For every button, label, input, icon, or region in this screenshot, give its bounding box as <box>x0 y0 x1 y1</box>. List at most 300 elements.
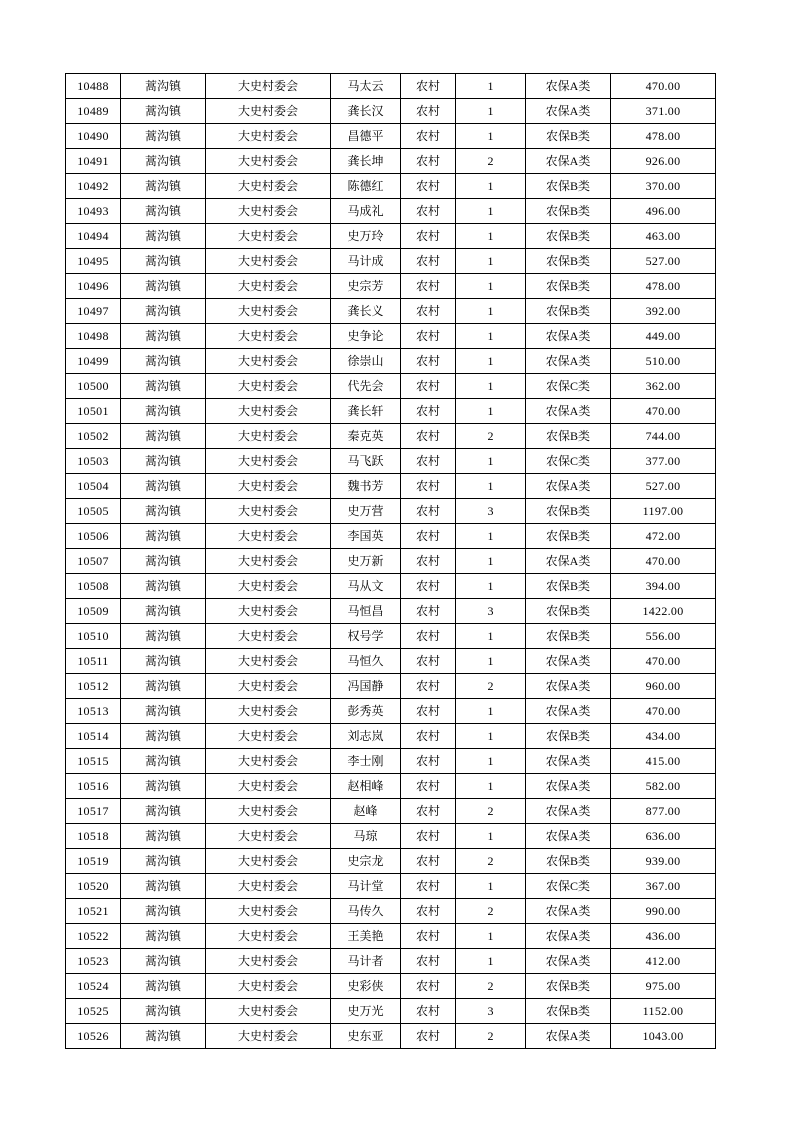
amount-cell: 975.00 <box>611 974 716 999</box>
person-name-cell: 马从文 <box>331 574 401 599</box>
town-cell: 蒿沟镇 <box>121 524 206 549</box>
town-cell: 蒿沟镇 <box>121 749 206 774</box>
residence-type-cell: 农村 <box>401 624 456 649</box>
table-row <box>66 749 716 774</box>
serial-number-cell: 10521 <box>66 899 121 924</box>
table-row <box>66 999 716 1024</box>
table-row <box>66 624 716 649</box>
village-committee-cell: 大史村委会 <box>206 774 331 799</box>
amount-cell: 496.00 <box>611 199 716 224</box>
person-count-cell: 1 <box>456 99 526 124</box>
town-cell: 蒿沟镇 <box>121 549 206 574</box>
residence-type-cell: 农村 <box>401 899 456 924</box>
village-committee-cell: 大史村委会 <box>206 374 331 399</box>
insurance-category-cell: 农保C类 <box>526 874 611 899</box>
residence-type-cell: 农村 <box>401 399 456 424</box>
serial-number-cell: 10504 <box>66 474 121 499</box>
table-row <box>66 674 716 699</box>
town-cell: 蒿沟镇 <box>121 324 206 349</box>
person-count-cell: 1 <box>456 824 526 849</box>
amount-cell: 470.00 <box>611 649 716 674</box>
person-name-cell: 赵峰 <box>331 799 401 824</box>
serial-number-cell: 10500 <box>66 374 121 399</box>
village-committee-cell: 大史村委会 <box>206 299 331 324</box>
village-committee-cell: 大史村委会 <box>206 549 331 574</box>
serial-number-cell: 10490 <box>66 124 121 149</box>
insurance-category-cell: 农保A类 <box>526 899 611 924</box>
insurance-category-cell: 农保A类 <box>526 674 611 699</box>
amount-cell: 377.00 <box>611 449 716 474</box>
table-row <box>66 99 716 124</box>
serial-number-cell: 10496 <box>66 274 121 299</box>
table-row <box>66 324 716 349</box>
serial-number-cell: 10488 <box>66 74 121 99</box>
residence-type-cell: 农村 <box>401 699 456 724</box>
serial-number-cell: 10525 <box>66 999 121 1024</box>
person-count-cell: 1 <box>456 124 526 149</box>
village-committee-cell: 大史村委会 <box>206 674 331 699</box>
village-committee-cell: 大史村委会 <box>206 99 331 124</box>
serial-number-cell: 10499 <box>66 349 121 374</box>
insurance-category-cell: 农保A类 <box>526 749 611 774</box>
person-count-cell: 1 <box>456 199 526 224</box>
insurance-category-cell: 农保B类 <box>526 249 611 274</box>
serial-number-cell: 10524 <box>66 974 121 999</box>
serial-number-cell: 10520 <box>66 874 121 899</box>
residence-type-cell: 农村 <box>401 224 456 249</box>
amount-cell: 367.00 <box>611 874 716 899</box>
village-committee-cell: 大史村委会 <box>206 349 331 374</box>
village-committee-cell: 大史村委会 <box>206 324 331 349</box>
table-row <box>66 549 716 574</box>
amount-cell: 990.00 <box>611 899 716 924</box>
residence-type-cell: 农村 <box>401 474 456 499</box>
person-count-cell: 1 <box>456 624 526 649</box>
person-name-cell: 马成礼 <box>331 199 401 224</box>
person-count-cell: 1 <box>456 524 526 549</box>
person-count-cell: 1 <box>456 374 526 399</box>
residence-type-cell: 农村 <box>401 599 456 624</box>
person-name-cell: 陈德红 <box>331 174 401 199</box>
table-row <box>66 424 716 449</box>
amount-cell: 370.00 <box>611 174 716 199</box>
serial-number-cell: 10498 <box>66 324 121 349</box>
insurance-category-cell: 农保B类 <box>526 499 611 524</box>
person-name-cell: 李士刚 <box>331 749 401 774</box>
town-cell: 蒿沟镇 <box>121 499 206 524</box>
table-row <box>66 449 716 474</box>
serial-number-cell: 10509 <box>66 599 121 624</box>
village-committee-cell: 大史村委会 <box>206 999 331 1024</box>
table-row <box>66 74 716 99</box>
table-row <box>66 874 716 899</box>
residence-type-cell: 农村 <box>401 649 456 674</box>
residence-type-cell: 农村 <box>401 149 456 174</box>
residence-type-cell: 农村 <box>401 524 456 549</box>
amount-cell: 463.00 <box>611 224 716 249</box>
insurance-category-cell: 农保A类 <box>526 349 611 374</box>
town-cell: 蒿沟镇 <box>121 374 206 399</box>
insurance-category-cell: 农保B类 <box>526 974 611 999</box>
town-cell: 蒿沟镇 <box>121 924 206 949</box>
insurance-category-cell: 农保B类 <box>526 999 611 1024</box>
serial-number-cell: 10510 <box>66 624 121 649</box>
residence-type-cell: 农村 <box>401 999 456 1024</box>
residence-type-cell: 农村 <box>401 799 456 824</box>
person-name-cell: 马传久 <box>331 899 401 924</box>
person-count-cell: 1 <box>456 724 526 749</box>
person-name-cell: 史宗龙 <box>331 849 401 874</box>
serial-number-cell: 10516 <box>66 774 121 799</box>
person-name-cell: 史东亚 <box>331 1024 401 1049</box>
serial-number-cell: 10489 <box>66 99 121 124</box>
person-count-cell: 1 <box>456 924 526 949</box>
residence-type-cell: 农村 <box>401 274 456 299</box>
serial-number-cell: 10508 <box>66 574 121 599</box>
insurance-category-cell: 农保A类 <box>526 149 611 174</box>
person-count-cell: 1 <box>456 349 526 374</box>
amount-cell: 527.00 <box>611 249 716 274</box>
serial-number-cell: 10526 <box>66 1024 121 1049</box>
residence-type-cell: 农村 <box>401 874 456 899</box>
serial-number-cell: 10512 <box>66 674 121 699</box>
person-name-cell: 龚长义 <box>331 299 401 324</box>
person-count-cell: 2 <box>456 974 526 999</box>
town-cell: 蒿沟镇 <box>121 574 206 599</box>
table-row <box>66 524 716 549</box>
serial-number-cell: 10492 <box>66 174 121 199</box>
village-committee-cell: 大史村委会 <box>206 499 331 524</box>
person-name-cell: 马琼 <box>331 824 401 849</box>
insurance-category-cell: 农保B类 <box>526 199 611 224</box>
town-cell: 蒿沟镇 <box>121 274 206 299</box>
town-cell: 蒿沟镇 <box>121 649 206 674</box>
table-row <box>66 474 716 499</box>
person-count-cell: 1 <box>456 699 526 724</box>
table-row <box>66 724 716 749</box>
pension-benefits-table <box>65 73 716 1049</box>
person-count-cell: 1 <box>456 299 526 324</box>
person-count-cell: 1 <box>456 74 526 99</box>
town-cell: 蒿沟镇 <box>121 349 206 374</box>
person-count-cell: 2 <box>456 149 526 174</box>
town-cell: 蒿沟镇 <box>121 249 206 274</box>
town-cell: 蒿沟镇 <box>121 949 206 974</box>
table-row <box>66 174 716 199</box>
insurance-category-cell: 农保B类 <box>526 724 611 749</box>
insurance-category-cell: 农保B类 <box>526 599 611 624</box>
amount-cell: 960.00 <box>611 674 716 699</box>
insurance-category-cell: 农保A类 <box>526 824 611 849</box>
amount-cell: 392.00 <box>611 299 716 324</box>
person-count-cell: 1 <box>456 324 526 349</box>
amount-cell: 470.00 <box>611 699 716 724</box>
table-row <box>66 124 716 149</box>
residence-type-cell: 农村 <box>401 749 456 774</box>
insurance-category-cell: 农保B类 <box>526 174 611 199</box>
residence-type-cell: 农村 <box>401 949 456 974</box>
town-cell: 蒿沟镇 <box>121 199 206 224</box>
residence-type-cell: 农村 <box>401 374 456 399</box>
amount-cell: 877.00 <box>611 799 716 824</box>
town-cell: 蒿沟镇 <box>121 174 206 199</box>
table-row <box>66 299 716 324</box>
town-cell: 蒿沟镇 <box>121 599 206 624</box>
person-name-cell: 龚长轩 <box>331 399 401 424</box>
person-count-cell: 2 <box>456 849 526 874</box>
residence-type-cell: 农村 <box>401 924 456 949</box>
town-cell: 蒿沟镇 <box>121 874 206 899</box>
insurance-category-cell: 农保A类 <box>526 99 611 124</box>
insurance-category-cell: 农保B类 <box>526 849 611 874</box>
person-name-cell: 马飞跃 <box>331 449 401 474</box>
table-row <box>66 899 716 924</box>
serial-number-cell: 10495 <box>66 249 121 274</box>
town-cell: 蒿沟镇 <box>121 899 206 924</box>
insurance-category-cell: 农保A类 <box>526 399 611 424</box>
person-count-cell: 1 <box>456 399 526 424</box>
amount-cell: 1422.00 <box>611 599 716 624</box>
insurance-category-cell: 农保C类 <box>526 449 611 474</box>
residence-type-cell: 农村 <box>401 974 456 999</box>
insurance-category-cell: 农保B类 <box>526 624 611 649</box>
village-committee-cell: 大史村委会 <box>206 449 331 474</box>
insurance-category-cell: 农保B类 <box>526 124 611 149</box>
serial-number-cell: 10507 <box>66 549 121 574</box>
person-count-cell: 1 <box>456 249 526 274</box>
amount-cell: 636.00 <box>611 824 716 849</box>
village-committee-cell: 大史村委会 <box>206 849 331 874</box>
amount-cell: 362.00 <box>611 374 716 399</box>
residence-type-cell: 农村 <box>401 724 456 749</box>
insurance-category-cell: 农保A类 <box>526 649 611 674</box>
person-count-cell: 2 <box>456 899 526 924</box>
amount-cell: 371.00 <box>611 99 716 124</box>
amount-cell: 527.00 <box>611 474 716 499</box>
village-committee-cell: 大史村委会 <box>206 924 331 949</box>
town-cell: 蒿沟镇 <box>121 124 206 149</box>
village-committee-cell: 大史村委会 <box>206 699 331 724</box>
insurance-category-cell: 农保A类 <box>526 324 611 349</box>
serial-number-cell: 10513 <box>66 699 121 724</box>
amount-cell: 434.00 <box>611 724 716 749</box>
town-cell: 蒿沟镇 <box>121 674 206 699</box>
person-count-cell: 1 <box>456 449 526 474</box>
table-row <box>66 499 716 524</box>
insurance-category-cell: 农保B类 <box>526 299 611 324</box>
amount-cell: 470.00 <box>611 74 716 99</box>
person-name-cell: 史万玲 <box>331 224 401 249</box>
person-name-cell: 代先会 <box>331 374 401 399</box>
insurance-category-cell: 农保A类 <box>526 74 611 99</box>
village-committee-cell: 大史村委会 <box>206 249 331 274</box>
town-cell: 蒿沟镇 <box>121 299 206 324</box>
amount-cell: 510.00 <box>611 349 716 374</box>
residence-type-cell: 农村 <box>401 249 456 274</box>
residence-type-cell: 农村 <box>401 74 456 99</box>
amount-cell: 582.00 <box>611 774 716 799</box>
person-count-cell: 1 <box>456 274 526 299</box>
residence-type-cell: 农村 <box>401 1024 456 1049</box>
person-name-cell: 马恒久 <box>331 649 401 674</box>
town-cell: 蒿沟镇 <box>121 624 206 649</box>
table-row <box>66 274 716 299</box>
residence-type-cell: 农村 <box>401 99 456 124</box>
person-name-cell: 刘志岚 <box>331 724 401 749</box>
town-cell: 蒿沟镇 <box>121 849 206 874</box>
serial-number-cell: 10497 <box>66 299 121 324</box>
table-row <box>66 374 716 399</box>
town-cell: 蒿沟镇 <box>121 724 206 749</box>
table-row <box>66 799 716 824</box>
village-committee-cell: 大史村委会 <box>206 824 331 849</box>
serial-number-cell: 10522 <box>66 924 121 949</box>
village-committee-cell: 大史村委会 <box>206 974 331 999</box>
town-cell: 蒿沟镇 <box>121 774 206 799</box>
table-row <box>66 849 716 874</box>
town-cell: 蒿沟镇 <box>121 699 206 724</box>
insurance-category-cell: 农保B类 <box>526 224 611 249</box>
residence-type-cell: 农村 <box>401 549 456 574</box>
residence-type-cell: 农村 <box>401 824 456 849</box>
village-committee-cell: 大史村委会 <box>206 899 331 924</box>
residence-type-cell: 农村 <box>401 124 456 149</box>
village-committee-cell: 大史村委会 <box>206 474 331 499</box>
residence-type-cell: 农村 <box>401 449 456 474</box>
town-cell: 蒿沟镇 <box>121 149 206 174</box>
table-row <box>66 224 716 249</box>
person-count-cell: 2 <box>456 1024 526 1049</box>
person-name-cell: 徐崇山 <box>331 349 401 374</box>
village-committee-cell: 大史村委会 <box>206 799 331 824</box>
residence-type-cell: 农村 <box>401 199 456 224</box>
village-committee-cell: 大史村委会 <box>206 149 331 174</box>
village-committee-cell: 大史村委会 <box>206 574 331 599</box>
person-name-cell: 魏书芳 <box>331 474 401 499</box>
person-name-cell: 王美艳 <box>331 924 401 949</box>
village-committee-cell: 大史村委会 <box>206 749 331 774</box>
person-name-cell: 史万营 <box>331 499 401 524</box>
amount-cell: 478.00 <box>611 274 716 299</box>
amount-cell: 449.00 <box>611 324 716 349</box>
town-cell: 蒿沟镇 <box>121 999 206 1024</box>
amount-cell: 478.00 <box>611 124 716 149</box>
serial-number-cell: 10511 <box>66 649 121 674</box>
town-cell: 蒿沟镇 <box>121 1024 206 1049</box>
town-cell: 蒿沟镇 <box>121 74 206 99</box>
person-count-cell: 1 <box>456 774 526 799</box>
person-count-cell: 1 <box>456 574 526 599</box>
table-body <box>66 74 716 1049</box>
residence-type-cell: 农村 <box>401 324 456 349</box>
person-name-cell: 史彩侠 <box>331 974 401 999</box>
residence-type-cell: 农村 <box>401 299 456 324</box>
amount-cell: 939.00 <box>611 849 716 874</box>
insurance-category-cell: 农保A类 <box>526 949 611 974</box>
town-cell: 蒿沟镇 <box>121 974 206 999</box>
table-row <box>66 649 716 674</box>
amount-cell: 394.00 <box>611 574 716 599</box>
village-committee-cell: 大史村委会 <box>206 424 331 449</box>
village-committee-cell: 大史村委会 <box>206 274 331 299</box>
table-row <box>66 699 716 724</box>
person-count-cell: 1 <box>456 174 526 199</box>
serial-number-cell: 10491 <box>66 149 121 174</box>
serial-number-cell: 10494 <box>66 224 121 249</box>
serial-number-cell: 10518 <box>66 824 121 849</box>
person-name-cell: 李国英 <box>331 524 401 549</box>
serial-number-cell: 10519 <box>66 849 121 874</box>
insurance-category-cell: 农保C类 <box>526 374 611 399</box>
serial-number-cell: 10515 <box>66 749 121 774</box>
person-count-cell: 1 <box>456 649 526 674</box>
person-name-cell: 马计成 <box>331 249 401 274</box>
person-count-cell: 1 <box>456 749 526 774</box>
residence-type-cell: 农村 <box>401 674 456 699</box>
insurance-category-cell: 农保A类 <box>526 1024 611 1049</box>
amount-cell: 926.00 <box>611 149 716 174</box>
table-row <box>66 249 716 274</box>
person-count-cell: 1 <box>456 874 526 899</box>
amount-cell: 470.00 <box>611 399 716 424</box>
person-name-cell: 史万光 <box>331 999 401 1024</box>
person-name-cell: 马计者 <box>331 949 401 974</box>
table-row <box>66 599 716 624</box>
residence-type-cell: 农村 <box>401 174 456 199</box>
table-row <box>66 974 716 999</box>
amount-cell: 1043.00 <box>611 1024 716 1049</box>
serial-number-cell: 10501 <box>66 399 121 424</box>
town-cell: 蒿沟镇 <box>121 399 206 424</box>
town-cell: 蒿沟镇 <box>121 824 206 849</box>
table-row <box>66 774 716 799</box>
person-name-cell: 马太云 <box>331 74 401 99</box>
town-cell: 蒿沟镇 <box>121 799 206 824</box>
residence-type-cell: 农村 <box>401 349 456 374</box>
amount-cell: 556.00 <box>611 624 716 649</box>
amount-cell: 470.00 <box>611 549 716 574</box>
person-count-cell: 1 <box>456 474 526 499</box>
person-name-cell: 冯国静 <box>331 674 401 699</box>
insurance-category-cell: 农保B类 <box>526 424 611 449</box>
table-row <box>66 824 716 849</box>
person-name-cell: 马计堂 <box>331 874 401 899</box>
town-cell: 蒿沟镇 <box>121 99 206 124</box>
person-name-cell: 史宗芳 <box>331 274 401 299</box>
serial-number-cell: 10503 <box>66 449 121 474</box>
person-count-cell: 2 <box>456 799 526 824</box>
person-name-cell: 赵相峰 <box>331 774 401 799</box>
serial-number-cell: 10523 <box>66 949 121 974</box>
person-count-cell: 2 <box>456 674 526 699</box>
person-count-cell: 1 <box>456 949 526 974</box>
village-committee-cell: 大史村委会 <box>206 224 331 249</box>
town-cell: 蒿沟镇 <box>121 449 206 474</box>
village-committee-cell: 大史村委会 <box>206 124 331 149</box>
village-committee-cell: 大史村委会 <box>206 1024 331 1049</box>
person-name-cell: 龚长汉 <box>331 99 401 124</box>
person-count-cell: 3 <box>456 999 526 1024</box>
amount-cell: 472.00 <box>611 524 716 549</box>
person-name-cell: 史争论 <box>331 324 401 349</box>
serial-number-cell: 10505 <box>66 499 121 524</box>
residence-type-cell: 农村 <box>401 774 456 799</box>
person-count-cell: 3 <box>456 599 526 624</box>
serial-number-cell: 10493 <box>66 199 121 224</box>
person-name-cell: 秦克英 <box>331 424 401 449</box>
village-committee-cell: 大史村委会 <box>206 174 331 199</box>
person-name-cell: 马恒昌 <box>331 599 401 624</box>
